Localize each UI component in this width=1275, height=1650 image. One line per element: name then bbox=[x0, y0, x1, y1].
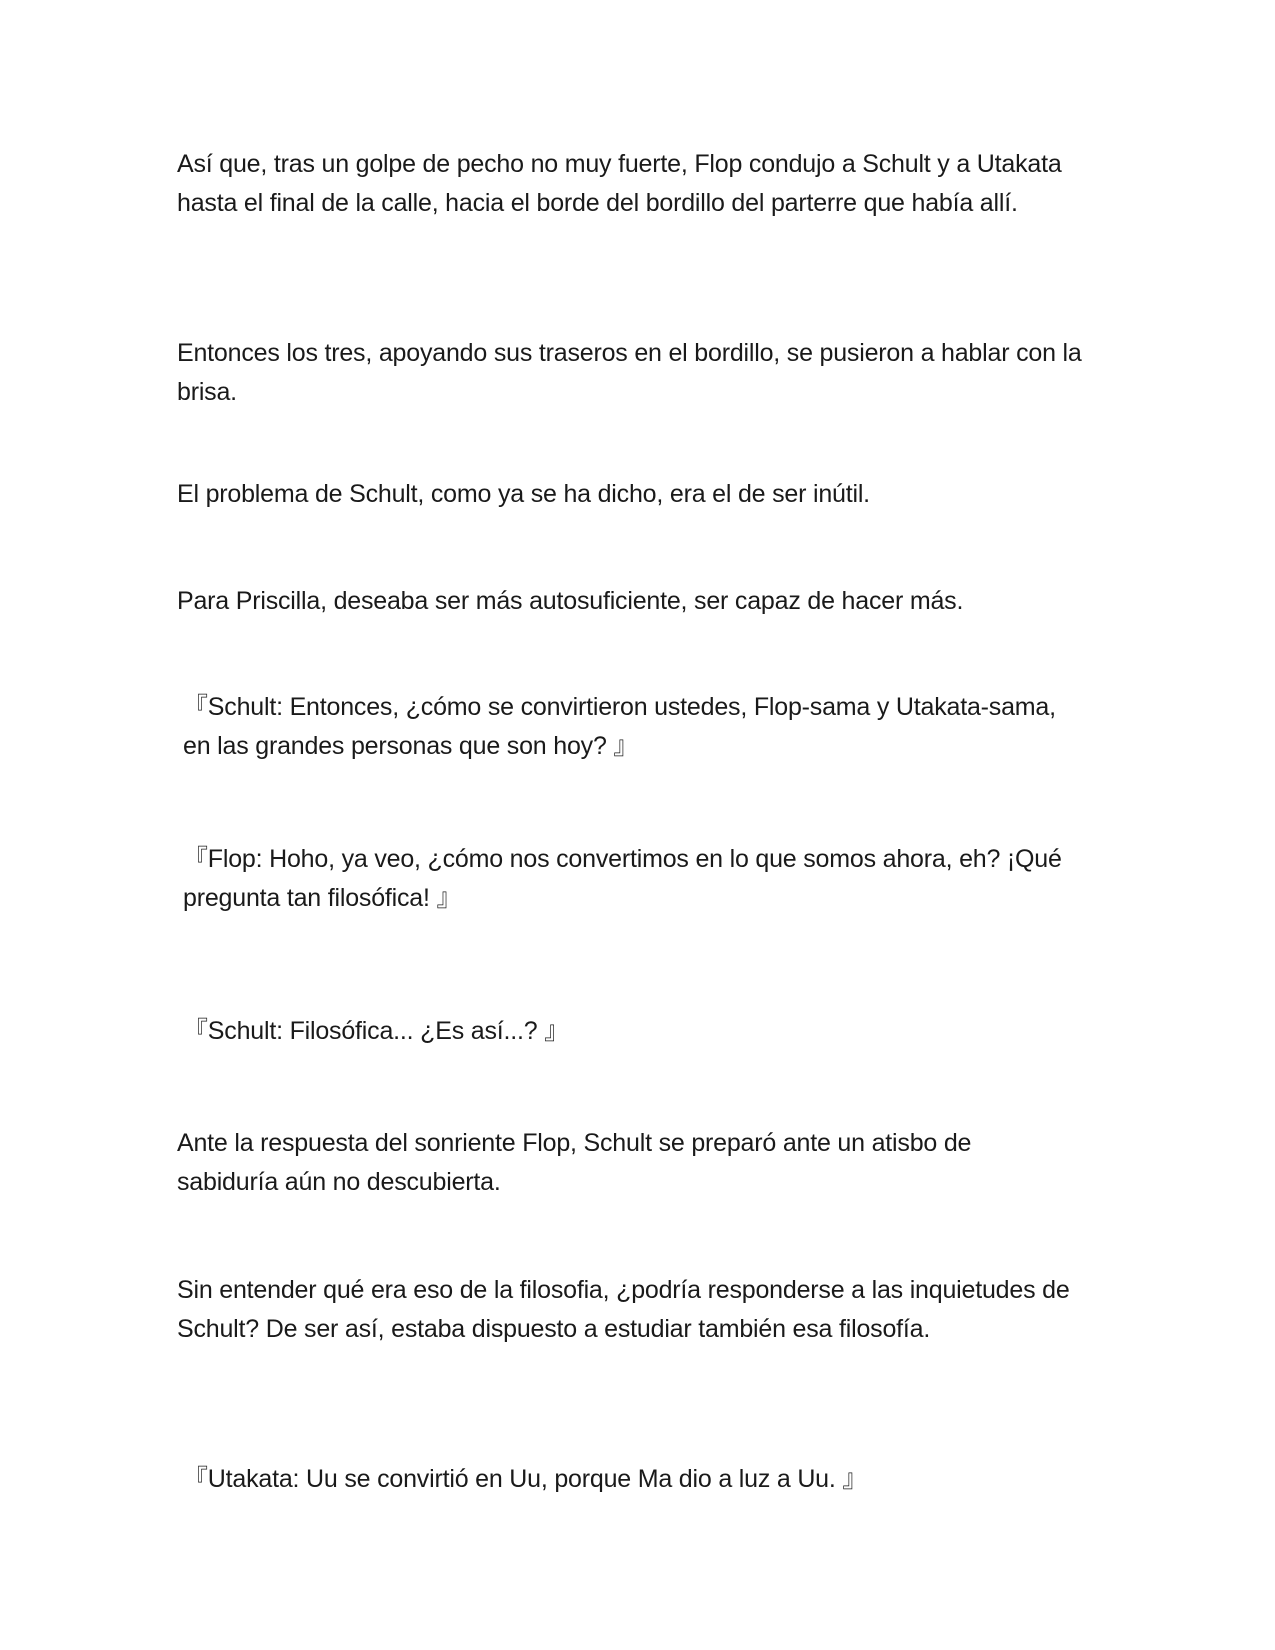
narration-paragraph: El problema de Schult, como ya se ha dicho, era el de ser inútil. bbox=[177, 480, 870, 508]
dialogue-line-flop: 『Flop: Hoho, ya veo, ¿cómo nos convertimos en lo que somos ahora, eh? ¡Qué pregunta tan filosófica! 』 bbox=[183, 845, 1062, 912]
narration-paragraph: Entonces los tres, apoyando sus traseros en el bordillo, se pusieron a hablar con la brisa. bbox=[177, 339, 1082, 406]
narration-paragraph: Ante la respuesta del sonriente Flop, Schult se preparó ante un atisbo de sabiduría aún no descubierta. bbox=[177, 1129, 972, 1196]
dialogue-line-schult: 『Schult: Entonces, ¿cómo se convirtieron ustedes, Flop-sama y Utakata-sama, en las grandes personas que son hoy? 』 bbox=[183, 693, 1056, 760]
dialogue-line-utakata: 『Utakata: Uu se convirtió en Uu, porque Ma dio a luz a Uu. 』 bbox=[183, 1465, 868, 1493]
dialogue-line-schult: 『Schult: Filosófica... ¿Es así...? 』 bbox=[183, 1017, 569, 1045]
narration-paragraph: Así que, tras un golpe de pecho no muy fuerte, Flop condujo a Schult y a Utakata hasta el final de la calle, hacia el borde del bordillo del parterre que había allí. bbox=[177, 150, 1062, 217]
narration-paragraph: Para Priscilla, deseaba ser más autosuficiente, ser capaz de hacer más. bbox=[177, 587, 964, 615]
narration-paragraph: Sin entender qué era eso de la filosofia, ¿podría responderse a las inquietudes de Schult? De ser así, estaba dispuesto a estudiar también esa filosofía. bbox=[177, 1276, 1070, 1343]
